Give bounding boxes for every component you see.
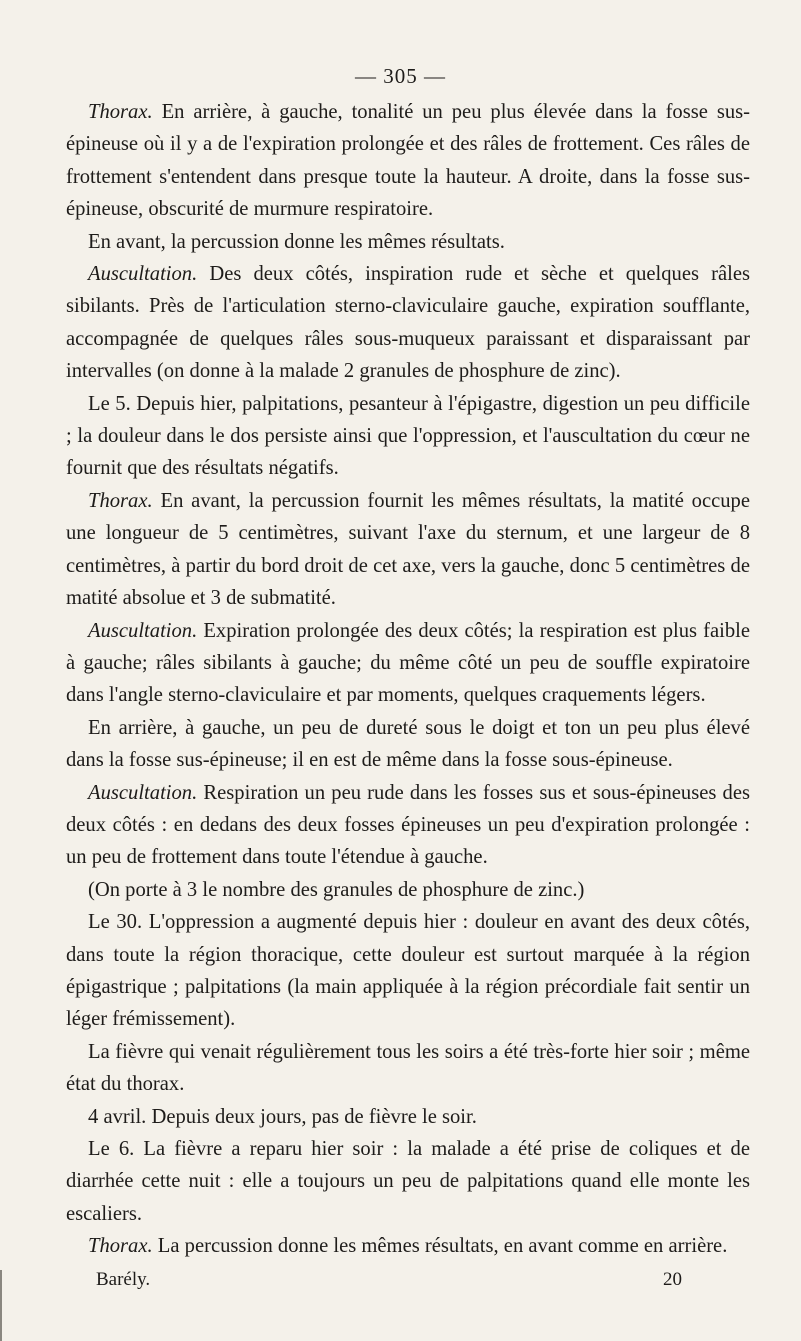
paragraph-text: Le 6. La fièvre a reparu hier soir : la malade a été prise de coliques et de diarrhée cette nuit : elle a toujours un peu de palpitations quand elle monte les escaliers. xyxy=(66,1138,750,1225)
footer-signature-mark: 20 xyxy=(663,1269,682,1290)
paragraph-text: Le 5. Depuis hier, palpitations, pesanteur à l'épigastre, digestion un peu difficile ; la douleur dans le dos persiste ainsi que l'oppression, et l'auscultation du cœur ne fournit que des résultats négatifs. xyxy=(66,392,750,480)
paragraph-text: Le 30. L'oppression a augmenté depuis hier : douleur en avant des deux côtés, dans toute la région thoracique, cette douleur est surtout marquée à la région épigastrique ; palpitations (la main appliquée à la région précordiale fait sentir un léger frémissement). xyxy=(66,911,750,1031)
paragraph xyxy=(66,388,750,485)
paragraph-text: En avant, la percussion donne les mêmes résultats. xyxy=(88,230,505,253)
paragraph-text: Des deux côtés, inspiration rude et sèche et quelques râles sibilants. Près de l'articulation sterno-claviculaire gauche, expiration soufflante, accompagnée de quelques râles sous-muqueux paraissant et disparaissant par intervalles (on donne à la malade 2 granules de phosphure de zinc). xyxy=(66,263,750,383)
paragraph-lead: Thorax. xyxy=(88,101,153,123)
paragraph xyxy=(66,1101,750,1133)
page-number: — 305 — xyxy=(355,64,446,88)
paragraph-text: En arrière, à gauche, tonalité un peu plus élevée dans la fosse sus-épineuse où il y a de l'expiration prolongée et des râles de frottement. Ces râles de frottement s'entendent dans presque toute la hauteur. A droite, dans la fosse sus-épineuse, obscurité de murmure respiratoire. xyxy=(66,101,750,221)
paragraph xyxy=(66,1230,750,1262)
paragraph xyxy=(66,906,750,1036)
paragraph xyxy=(66,226,750,258)
footer-author: Barély. xyxy=(96,1269,151,1290)
paragraph-lead: Auscultation. xyxy=(88,263,198,286)
paragraph-text: En avant, la percussion fournit les mêmes résultats, la matité occupe une longueur de 5 centimètres, suivant l'axe du sternum, et une largeur de 8 centimètres, à partir du bord droit de cet axe, vers la gauche, donc 5 centimètres de matité absolue et 3 de submatité. xyxy=(66,489,750,610)
paragraph-text: (On porte à 3 le nombre des granules de phosphure de zinc.) xyxy=(88,878,585,901)
page-body xyxy=(66,96,750,1263)
paragraph xyxy=(66,712,750,777)
paragraph-lead: Thorax. xyxy=(88,489,153,512)
paragraph-text: En arrière, à gauche, un peu de dureté sous le doigt et ton un peu plus élevé dans la fosse sus-épineuse; il en est de même dans la fosse sous-épineuse. xyxy=(66,716,750,772)
paragraph-lead: Auscultation. xyxy=(88,619,198,642)
paragraph-text: Respiration un peu rude dans les fosses sus et sous-épineuses des deux côtés : en dedans des deux fosses épineuses un peu d'expiration prolongée : un peu de frottement dans toute l'étendue à gauche. xyxy=(66,781,750,869)
paragraph-lead: Thorax. xyxy=(88,1235,153,1258)
page-footer xyxy=(96,1269,682,1291)
paragraph xyxy=(66,96,750,226)
paragraph-text: 4 avril. Depuis deux jours, pas de fièvre le soir. xyxy=(88,1105,477,1128)
paragraph xyxy=(66,1036,750,1101)
paragraph xyxy=(66,874,750,906)
paragraph-lead: Auscultation. xyxy=(88,781,198,804)
paragraph xyxy=(66,258,750,388)
paragraph-text: La fièvre qui venait régulièrement tous les soirs a été très-forte hier soir ; même état du thorax. xyxy=(66,1040,750,1096)
page-edge-shadow xyxy=(0,1270,2,1341)
paragraph xyxy=(66,485,750,615)
paragraph-text: La percussion donne les mêmes résultats, en avant comme en arrière. xyxy=(152,1235,728,1258)
paragraph xyxy=(66,1133,750,1230)
paragraph xyxy=(66,777,750,874)
paragraph-text: Expiration prolongée des deux côtés; la respiration est plus faible à gauche; râles sibilants à gauche; du même côté un peu de souffle expiratoire dans l'angle sterno-claviculaire et par moments, quelques craquements légers. xyxy=(66,619,750,707)
paragraph xyxy=(66,615,750,712)
